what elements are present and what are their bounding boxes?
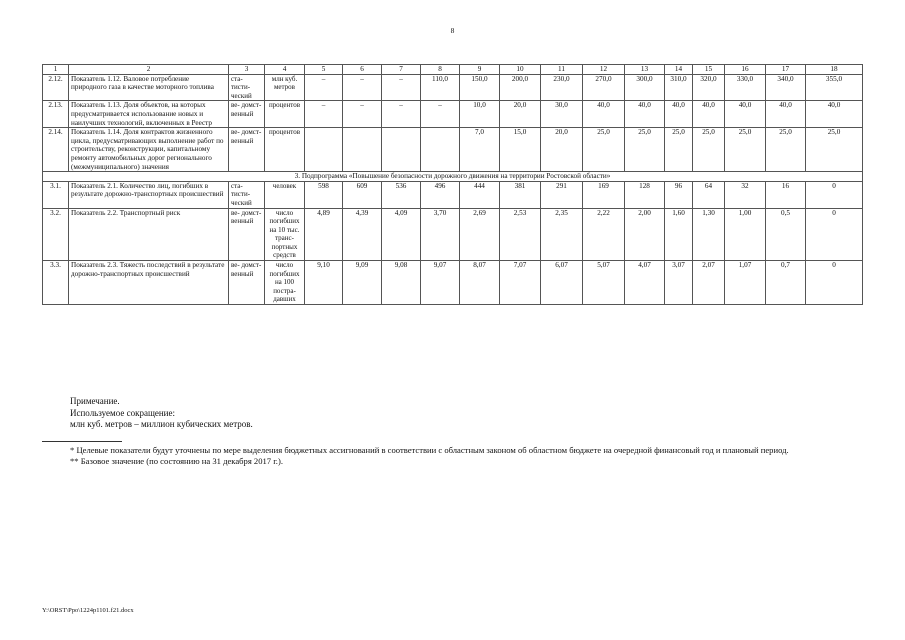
value-cell: 40,0 xyxy=(583,101,625,128)
value-cell: 4,07 xyxy=(625,261,665,305)
indicator-type: ве- домст- венный xyxy=(229,128,265,172)
column-header: 1 xyxy=(43,65,69,75)
column-header: 9 xyxy=(460,65,500,75)
value-cell: 32 xyxy=(725,181,766,208)
indicator-type: ве- домст- венный xyxy=(229,208,265,261)
row-number: 2.13. xyxy=(43,101,69,128)
value-cell: 9,09 xyxy=(343,261,382,305)
value-cell: 496 xyxy=(421,181,460,208)
value-cell: – xyxy=(343,101,382,128)
value-cell: 25,0 xyxy=(625,128,665,172)
value-cell: 25,0 xyxy=(766,128,806,172)
value-cell xyxy=(305,128,343,172)
value-cell: 10,0 xyxy=(460,101,500,128)
indicator-type: ста- тисти- ческий xyxy=(229,74,265,101)
value-cell: 310,0 xyxy=(665,74,693,101)
unit-of-measure: процентов xyxy=(265,128,305,172)
value-cell: 230,0 xyxy=(541,74,583,101)
value-cell: 40,0 xyxy=(806,101,863,128)
row-number: 2.14. xyxy=(43,128,69,172)
indicator-type: ве- домст- венный xyxy=(229,261,265,305)
value-cell: 4,89 xyxy=(305,208,343,261)
value-cell: 1,00 xyxy=(725,208,766,261)
notes-block xyxy=(70,396,253,431)
value-cell: 150,0 xyxy=(460,74,500,101)
column-header: 16 xyxy=(725,65,766,75)
section-row xyxy=(43,172,863,182)
column-header: 13 xyxy=(625,65,665,75)
value-cell: 0 xyxy=(806,181,863,208)
indicator-type: ве- домст- венный xyxy=(229,101,265,128)
value-cell: 8,07 xyxy=(460,261,500,305)
value-cell: – xyxy=(343,74,382,101)
value-cell: 30,0 xyxy=(541,101,583,128)
value-cell: 4,09 xyxy=(382,208,421,261)
footnote-1: * Целевые показатели будут уточнены по мере выделения бюджетных ассигнований в соответствии с областным законом об областном бюджете на очередной финансовый год и плановый период. xyxy=(70,445,789,455)
unit-of-measure: число погибших на 10 тыс. транс- портных средств xyxy=(265,208,305,261)
value-cell: 300,0 xyxy=(625,74,665,101)
value-cell: 5,07 xyxy=(583,261,625,305)
value-cell: 0 xyxy=(806,261,863,305)
value-cell: 128 xyxy=(625,181,665,208)
value-cell: 9,08 xyxy=(382,261,421,305)
table-row xyxy=(43,74,863,101)
column-header: 12 xyxy=(583,65,625,75)
value-cell xyxy=(421,128,460,172)
value-cell: 2,35 xyxy=(541,208,583,261)
section-title: 3. Подпрограмма «Повышение безопасности дорожного движения на территории Ростовской области» xyxy=(43,172,863,182)
column-header: 3 xyxy=(229,65,265,75)
value-cell: 0,7 xyxy=(766,261,806,305)
value-cell: 2,07 xyxy=(693,261,725,305)
column-header: 5 xyxy=(305,65,343,75)
value-cell: 3,07 xyxy=(665,261,693,305)
value-cell: 444 xyxy=(460,181,500,208)
value-cell: 15,0 xyxy=(500,128,541,172)
footnotes-block xyxy=(42,445,864,467)
table-row xyxy=(43,128,863,172)
column-header: 8 xyxy=(421,65,460,75)
page-number: 8 xyxy=(450,26,455,35)
abbreviation-text: млн куб. метров – миллион кубических метров. xyxy=(70,419,253,429)
value-cell: 0,5 xyxy=(766,208,806,261)
column-header: 17 xyxy=(766,65,806,75)
value-cell: 270,0 xyxy=(583,74,625,101)
value-cell: 96 xyxy=(665,181,693,208)
indicator-name: Показатель 1.14. Доля контрактов жизненного цикла, предусматривающих выполнение работ по строительству, реконструкции, капитальному ремонту автомобильных дорог регионального (межмуниципального) значения xyxy=(69,128,229,172)
value-cell: 2,53 xyxy=(500,208,541,261)
value-cell: 1,30 xyxy=(693,208,725,261)
column-header: 7 xyxy=(382,65,421,75)
unit-of-measure: человек xyxy=(265,181,305,208)
value-cell: 20,0 xyxy=(541,128,583,172)
notes-title: Примечание. xyxy=(70,396,120,406)
value-cell: 1,60 xyxy=(665,208,693,261)
value-cell: 110,0 xyxy=(421,74,460,101)
value-cell: 7,07 xyxy=(500,261,541,305)
table-row xyxy=(43,101,863,128)
value-cell: 4,39 xyxy=(343,208,382,261)
value-cell: 64 xyxy=(693,181,725,208)
value-cell: – xyxy=(382,101,421,128)
file-path: Y:\ORST\Ppo\1224p1101.f21.docx xyxy=(42,607,134,614)
value-cell: 40,0 xyxy=(693,101,725,128)
table-row xyxy=(43,181,863,208)
value-cell: 25,0 xyxy=(725,128,766,172)
footnote-separator xyxy=(42,441,122,442)
column-header: 10 xyxy=(500,65,541,75)
value-cell: 25,0 xyxy=(665,128,693,172)
indicator-name: Показатель 2.2. Транспортный риск xyxy=(69,208,229,261)
value-cell: 2,00 xyxy=(625,208,665,261)
value-cell: 598 xyxy=(305,181,343,208)
value-cell: 330,0 xyxy=(725,74,766,101)
column-header: 6 xyxy=(343,65,382,75)
value-cell: 40,0 xyxy=(665,101,693,128)
value-cell: 9,07 xyxy=(421,261,460,305)
column-header: 15 xyxy=(693,65,725,75)
value-cell: 40,0 xyxy=(625,101,665,128)
value-cell: 6,07 xyxy=(541,261,583,305)
value-cell: 25,0 xyxy=(806,128,863,172)
value-cell: 0 xyxy=(806,208,863,261)
indicators-table xyxy=(42,64,863,305)
value-cell: 25,0 xyxy=(583,128,625,172)
value-cell xyxy=(382,128,421,172)
indicator-name: Показатель 1.13. Доля объектов, на которых предусматривается использование новых и наилучших технологий, включенных в Реестр xyxy=(69,101,229,128)
value-cell: 3,70 xyxy=(421,208,460,261)
indicator-name: Показатель 2.3. Тяжесть последствий в результате дорожно-транспортных происшествий xyxy=(69,261,229,305)
value-cell: – xyxy=(305,74,343,101)
footnote-2: ** Базовое значение (по состоянию на 31 декабря 2017 г.). xyxy=(70,456,283,466)
column-header: 18 xyxy=(806,65,863,75)
row-number: 3.2. xyxy=(43,208,69,261)
row-number: 3.1. xyxy=(43,181,69,208)
column-header: 2 xyxy=(69,65,229,75)
value-cell: – xyxy=(305,101,343,128)
unit-of-measure: число погибших на 100 постра- давших xyxy=(265,261,305,305)
row-number: 2.12. xyxy=(43,74,69,101)
value-cell: 355,0 xyxy=(806,74,863,101)
row-number: 3.3. xyxy=(43,261,69,305)
value-cell: – xyxy=(382,74,421,101)
indicator-name: Показатель 1.12. Валовое потребление природного газа в качестве моторного топлива xyxy=(69,74,229,101)
value-cell: – xyxy=(421,101,460,128)
header-row xyxy=(43,65,863,75)
value-cell: 1,07 xyxy=(725,261,766,305)
value-cell: 381 xyxy=(500,181,541,208)
unit-of-measure: млн куб. метров xyxy=(265,74,305,101)
value-cell: 40,0 xyxy=(766,101,806,128)
unit-of-measure: процентов xyxy=(265,101,305,128)
column-header: 4 xyxy=(265,65,305,75)
value-cell: 320,0 xyxy=(693,74,725,101)
value-cell: 2,22 xyxy=(583,208,625,261)
value-cell: 20,0 xyxy=(500,101,541,128)
indicator-type: ста- тисти- ческий xyxy=(229,181,265,208)
value-cell: 40,0 xyxy=(725,101,766,128)
value-cell xyxy=(343,128,382,172)
table-row xyxy=(43,261,863,305)
value-cell: 2,69 xyxy=(460,208,500,261)
value-cell: 25,0 xyxy=(693,128,725,172)
value-cell: 536 xyxy=(382,181,421,208)
value-cell: 9,10 xyxy=(305,261,343,305)
indicator-name: Показатель 2.1. Количество лиц, погибших в результате дорожно-транспортных происшествий xyxy=(69,181,229,208)
value-cell: 609 xyxy=(343,181,382,208)
column-header: 14 xyxy=(665,65,693,75)
value-cell: 291 xyxy=(541,181,583,208)
value-cell: 16 xyxy=(766,181,806,208)
table-row xyxy=(43,208,863,261)
column-header: 11 xyxy=(541,65,583,75)
value-cell: 7,0 xyxy=(460,128,500,172)
value-cell: 200,0 xyxy=(500,74,541,101)
abbreviation-title: Используемое сокращение: xyxy=(70,407,175,418)
value-cell: 340,0 xyxy=(766,74,806,101)
value-cell: 169 xyxy=(583,181,625,208)
